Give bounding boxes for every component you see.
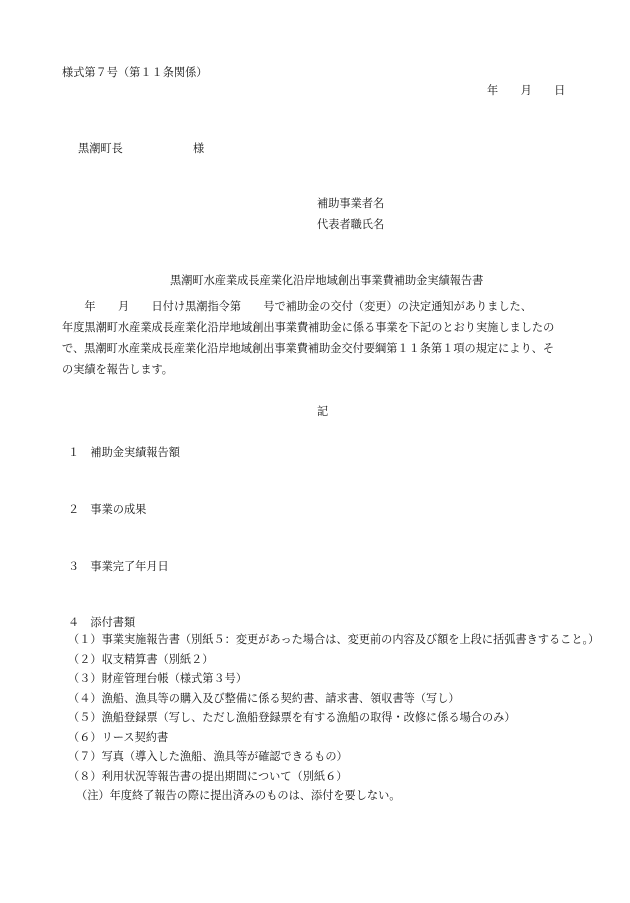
attachment-note: （注）年度終了報告の際に提出済みのものは、添付を要しない。: [76, 789, 401, 802]
section-attachments: ４ 添付書類: [68, 616, 136, 629]
attachment-item: （５）漁船登録票（写し、ただし漁船登録票を有する漁船の取得・改修に係る場合のみ）: [68, 711, 516, 724]
section-completion-date: ３ 事業完了年月日: [68, 560, 169, 573]
body-line: で、黒潮町水産業成長産業化沿岸地域創出事業費補助金交付要綱第１１条第１項の規定により、そ: [62, 342, 555, 355]
addressee-honorific: 様: [193, 142, 205, 155]
attachment-item: （２）収支精算書（別紙２）: [68, 652, 214, 666]
ki-heading: 記: [317, 405, 329, 418]
body-line: の実績を報告します。: [62, 363, 173, 376]
body-paragraph: [62, 296, 592, 380]
representative-label: 代表者職氏名: [317, 218, 385, 231]
attachment-list: [68, 630, 600, 806]
date-line: 年 月 日: [487, 84, 566, 97]
section-amount: １ 補助金実績報告額: [68, 446, 180, 459]
body-line: 年度黒潮町水産業成長産業化沿岸地域創出事業費補助金に係る事業を下記のとおり実施しましたの: [62, 321, 555, 334]
attachment-item: （１）事業実施報告書（別紙５：変更があった場合は、変更前の内容及び額を上段に括弧書きすること。）: [68, 633, 600, 646]
body-line: 年 月 日付け黒潮指令第 号で補助金の交付（変更）の決定通知がありました、: [62, 300, 532, 313]
attachment-item: （３）財産管理台帳（様式第３号）: [68, 672, 248, 685]
document-title: 黒潮町水産業成長産業化沿岸地域創出事業費補助金実績報告書: [170, 274, 484, 287]
attachment-item: （６）リース契約書: [68, 730, 169, 744]
attachment-item: （４）漁船、漁具等の購入及び整備に係る契約書、請求書、領収書等（写し）: [68, 691, 460, 705]
form-number: 様式第７号（第１１条関係）: [62, 66, 208, 79]
attachment-item: （７）写真（導入した漁船、漁具等が確認できるもの）: [68, 750, 348, 763]
business-name-label: 補助事業者名: [317, 197, 385, 210]
attachment-item: （８）利用状況等報告書の提出期間について（別紙６）: [68, 769, 348, 783]
section-results: ２ 事業の成果: [68, 503, 147, 516]
addressee-name: 黒潮町長: [78, 142, 123, 155]
